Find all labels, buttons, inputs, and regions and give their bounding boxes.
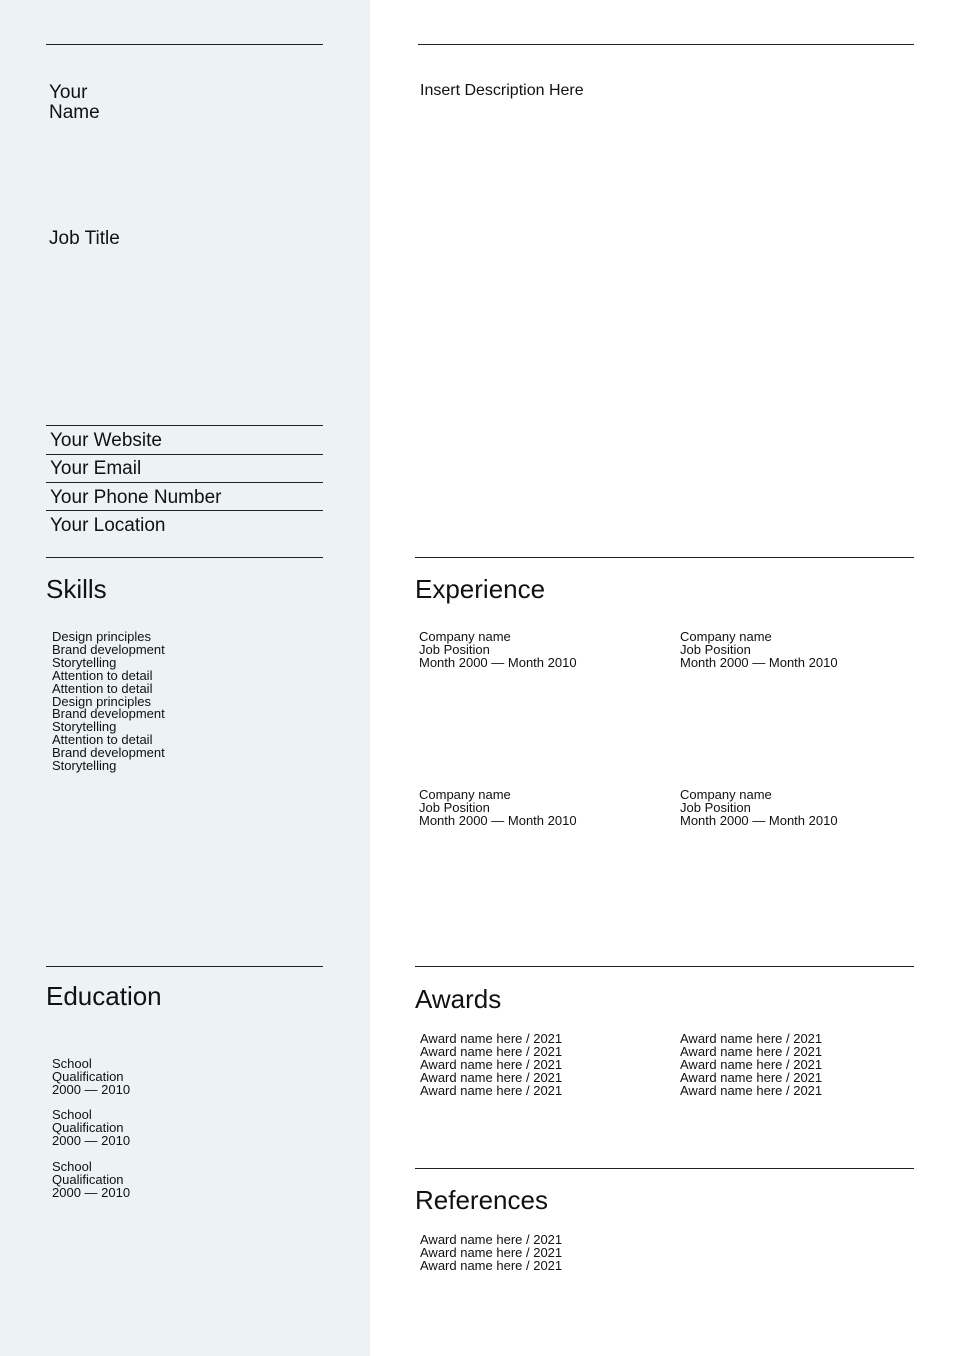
qualification: Qualification [52, 1171, 124, 1187]
contact-location: Your Location [50, 515, 166, 536]
name-last: Name [49, 102, 100, 123]
qualification: Qualification [52, 1068, 124, 1084]
award-item: Award name here / 2021 [680, 1031, 823, 1046]
reference-item: Award name here / 2021 [420, 1232, 563, 1247]
award-item: Award name here / 2021 [420, 1031, 563, 1046]
skill-item: Design principles [52, 693, 151, 709]
job-title: Job Title [49, 228, 120, 249]
skill-item: Storytelling [52, 758, 117, 774]
award-item: Award name here / 2021 [680, 1069, 823, 1085]
skill-item: Storytelling [52, 719, 117, 735]
skill-item: Design principles [52, 629, 151, 644]
experience-entry [680, 789, 838, 828]
job-position: Job Position [680, 799, 751, 815]
contact-website[interactable]: Your Website [50, 430, 162, 451]
awards-list [420, 1033, 562, 1098]
skill-item: Brand development [52, 641, 165, 657]
divider [46, 966, 323, 967]
reference-item: Award name here / 2021 [420, 1244, 563, 1260]
divider [46, 454, 323, 455]
education-heading: Education [46, 981, 162, 1011]
company-name: Company name [419, 629, 511, 644]
divider [46, 425, 323, 426]
awards-list [680, 1033, 822, 1098]
education-years: 2000 — 2010 [52, 1184, 131, 1200]
qualification: Qualification [52, 1119, 124, 1135]
school-name: School [52, 1107, 92, 1122]
awards-heading: Awards [415, 984, 502, 1014]
job-position: Job Position [419, 641, 490, 657]
experience-entry [419, 631, 577, 670]
job-position: Job Position [680, 641, 751, 657]
reference-item: Award name here / 2021 [420, 1257, 563, 1273]
job-position: Job Position [419, 799, 490, 815]
education-entry [52, 1058, 130, 1097]
job-dates: Month 2000 — Month 2010 [419, 812, 577, 828]
award-item: Award name here / 2021 [680, 1056, 823, 1072]
education-years: 2000 — 2010 [52, 1132, 131, 1148]
experience-entry [419, 789, 577, 828]
divider [415, 557, 914, 558]
award-item: Award name here / 2021 [420, 1043, 563, 1059]
skill-item: Attention to detail [52, 667, 153, 683]
divider [46, 510, 323, 511]
divider [46, 482, 323, 483]
job-dates: Month 2000 — Month 2010 [680, 812, 838, 828]
school-name: School [52, 1056, 92, 1071]
job-dates: Month 2000 — Month 2010 [419, 654, 577, 670]
company-name: Company name [419, 787, 511, 802]
job-dates: Month 2000 — Month 2010 [680, 654, 838, 670]
skill-item: Brand development [52, 706, 165, 722]
award-item: Award name here / 2021 [420, 1069, 563, 1085]
skills-heading: Skills [46, 574, 107, 604]
divider [415, 1168, 914, 1169]
experience-entry [680, 631, 838, 670]
references-list [420, 1234, 562, 1273]
company-name: Company name [680, 787, 772, 802]
skills-list [52, 631, 165, 773]
contact-phone[interactable]: Your Phone Number [50, 487, 222, 508]
school-name: School [52, 1159, 92, 1174]
award-item: Award name here / 2021 [680, 1082, 823, 1098]
references-heading: References [415, 1185, 548, 1215]
award-item: Award name here / 2021 [420, 1082, 563, 1098]
education-entry [52, 1161, 130, 1200]
company-name: Company name [680, 629, 772, 644]
award-item: Award name here / 2021 [420, 1056, 563, 1072]
skill-item: Attention to detail [52, 680, 153, 696]
award-item: Award name here / 2021 [680, 1043, 823, 1059]
skill-item: Storytelling [52, 654, 117, 670]
divider [46, 557, 323, 558]
name-first: Your [49, 82, 88, 103]
skill-item: Attention to detail [52, 732, 153, 748]
skill-item: Brand development [52, 745, 165, 761]
description: Insert Description Here [420, 82, 584, 99]
experience-heading: Experience [415, 574, 546, 604]
divider [415, 966, 914, 967]
name-block [49, 83, 100, 123]
education-entry [52, 1109, 130, 1148]
education-years: 2000 — 2010 [52, 1081, 131, 1097]
divider [46, 44, 323, 45]
divider [418, 44, 914, 45]
contact-email[interactable]: Your Email [50, 458, 142, 479]
